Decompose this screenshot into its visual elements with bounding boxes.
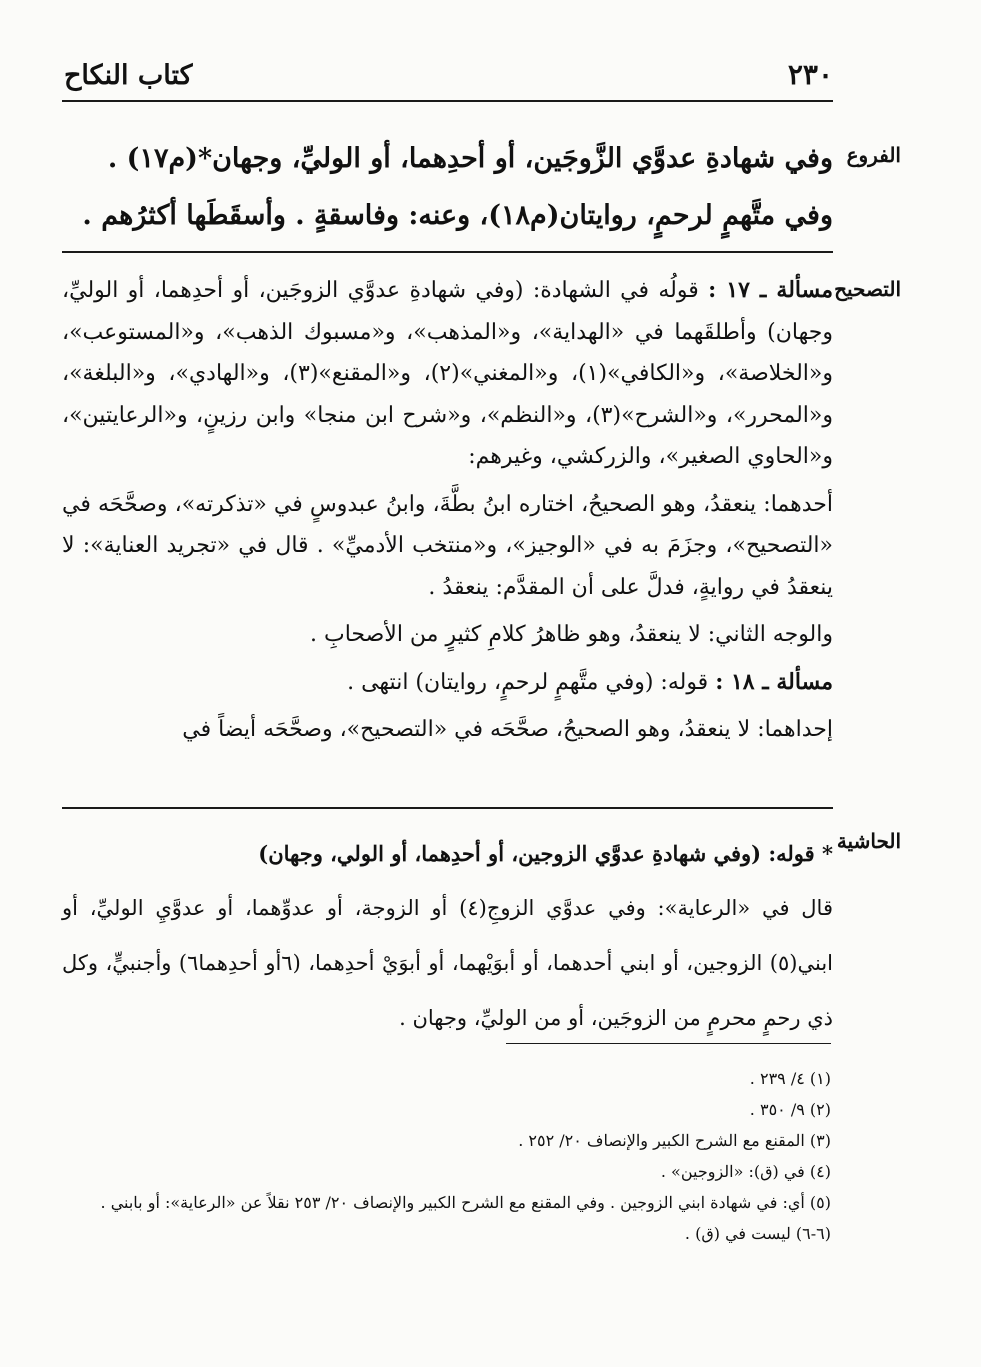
footnote-4: (٤) في (ق): «الزوجين» .: [660, 1162, 831, 1181]
furu-rule: [62, 251, 833, 253]
side-label-hashiya: الحاشية: [836, 829, 901, 853]
footnote-1: (١) ٤/ ٢٣٩ .: [749, 1069, 831, 1088]
hashiya-heading: * قوله: (وفي شهادةِ عدوَّي الزوجين، أو أحدِهما، أو الولي، وجهان): [258, 841, 833, 866]
masala-17-body: قولُه في الشهادة: (وفي شهادةِ عدوَّي الزوجَين، أو أحدِهما، أو الوليِّ، وجهان) وأطلقَهما في «الهداية»، و«المذهب»، و«مسبوك الذهب»، و«المستوعب»، و«الخلاصة»، و«الكافي»(١)، و«المغني»(٢)، و«المقنع»(٣)، و«الهادي»، و«البلغة»، و«المحرر»، و«الشرح»(٣)، و«النظم»، و«شرح ابن منجا» وابن رزينٍ، و«الرعايتين»، و«الحاوي الصغير»، والزركشي، وغيرهم:: [62, 278, 834, 469]
header-rule: [62, 100, 833, 102]
hashiya-body: قال في «الرعاية»: وفي عدوَّي الزوجِ(٤) أو الزوجة، أو عدوِّهما، أو عدوَّيِ الوليِّ، أو ابني(٥) الزوجين، أو ابني أحدهما، أو أبوَيْهما، أو أبوَيْ أحدِهما، (٦أو أحدِهما٦) وأجنبيٍّ، وكل ذي رحمٍ محرمٍ من الزوجَين، أو من الوليِّ، وجهان .: [62, 896, 834, 1030]
tashih-masala-17: [62, 270, 833, 478]
hashiya-text: [62, 826, 833, 1046]
side-label-tashih: التصحيح: [834, 277, 901, 301]
masala-18-body: قوله: (وفي متَّهمٍ لرحمٍ، روايتان) انتهى .: [347, 669, 709, 695]
footnote-5: (٥) أي: في شهادة ابني الزوجين . وفي المقنع مع الشرح الكبير والإنصاف ٢٠/ ٢٥٣ نقلاً عن «الرعاية»: أو بابني .: [100, 1193, 831, 1212]
footnotes: [62, 1063, 831, 1249]
footnote-3: (٣) المقنع مع الشرح الكبير والإنصاف ٢٠/ ٢٥٢ .: [518, 1131, 831, 1150]
tashih-first-view: أحدهما: ينعقدُ، وهو الصحيحُ، اختاره ابنُ بطَّةَ، وابنُ عبدوسٍ في «تذكرته»، وصحَّحَه في «التصحيح»، وجزَمَ به في «الوجيز»، و«منتخب الأدميِّ» . قال في «تجريد العناية»: لا ينعقدُ في روايةٍ، فدلَّ على أن المقدَّم: ينعقدُ .: [62, 491, 833, 600]
furu-line-1: وفي شهادةِ عدوَّي الزَّوجَين، أو أحدِهما، أو الوليِّ، وجهان*(م١٧) .: [107, 143, 833, 174]
furu-line-2: وفي متَّهمٍ لرحمٍ، روايتان(م١٨)، وعنه: وفاسقةٍ . وأسقَطَها أكثرُهم .: [82, 200, 833, 231]
footnote-6: (٦-٦) ليست في (ق) .: [684, 1224, 831, 1243]
page-number: ٢٣٠: [787, 58, 833, 91]
footnote-rule: [506, 1043, 831, 1044]
masala-17-heading: مسألة ـ ١٧ :: [708, 277, 834, 303]
tashih-text: [62, 270, 833, 751]
masala-18-heading: مسألة ـ ١٨ :: [715, 668, 833, 695]
tashih-masala-18: [62, 662, 833, 704]
side-label-furu: الفروع: [846, 143, 901, 167]
tashih-second-view: والوجه الثاني: لا ينعقدُ، وهو ظاهرُ كلامِ كثيرٍ من الأصحابِ .: [310, 622, 833, 647]
running-header-title: كتاب النكاح: [64, 60, 193, 91]
furu-text: [62, 130, 833, 244]
tashih-rule: [62, 807, 833, 809]
footnote-2: (٢) ٩/ ٣٥٠ .: [749, 1100, 831, 1119]
tashih-masala-18-first: إحداهما: لا ينعقدُ، وهو الصحيحُ، صحَّحَه في «التصحيح»، وصحَّحَه أيضاً في: [182, 717, 833, 742]
